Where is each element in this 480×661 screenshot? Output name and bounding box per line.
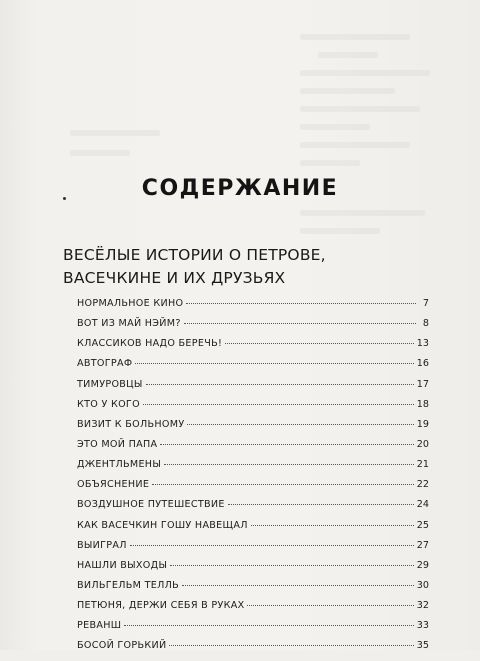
- toc-entry-page: 17: [416, 378, 429, 390]
- toc-entry-page: 33: [416, 620, 429, 632]
- toc-entry[interactable]: [77, 338, 429, 358]
- dot-leader: [228, 504, 414, 505]
- toc-entry-title: НОРМАЛЬНОЕ КИНО: [77, 298, 184, 309]
- toc-entry[interactable]: [77, 600, 429, 620]
- bleed-through-line: [300, 228, 380, 234]
- toc-entry-page: 32: [416, 600, 429, 612]
- bleed-through-line: [300, 88, 395, 94]
- toc-entry-page: 22: [416, 479, 429, 491]
- dot-leader: [164, 464, 414, 465]
- dot-leader: [124, 625, 414, 626]
- toc-entry-page: 13: [416, 338, 429, 350]
- toc-entry-title: ПЕТЮНЯ, ДЕРЖИ СЕБЯ В РУКАХ: [77, 600, 245, 612]
- dot-leader: [135, 363, 413, 364]
- bleed-through-line: [300, 160, 360, 166]
- toc-entry-title: ВЫИГРАЛ: [77, 539, 127, 551]
- bleed-through-line: [300, 70, 430, 76]
- dot-leader: [170, 565, 414, 566]
- toc-entry-page: 25: [416, 519, 429, 531]
- dot-leader: [143, 404, 414, 405]
- dot-leader: [160, 444, 413, 445]
- toc-entry-title: ВОЗДУШНОЕ ПУТЕШЕСТВИЕ: [77, 499, 225, 511]
- bleed-through-line: [318, 52, 378, 58]
- bleed-through-line: [300, 142, 410, 148]
- dot-leader: [186, 303, 416, 304]
- dot-leader: [225, 343, 414, 344]
- dot-leader: [184, 323, 416, 324]
- toc-entry[interactable]: [77, 318, 429, 338]
- bleed-through-line: [300, 210, 425, 216]
- toc-entry[interactable]: [77, 640, 429, 660]
- toc-entry-title: ЭТО МОЙ ПАПА: [77, 438, 158, 450]
- toc-entry-title: КЛАССИКОВ НАДО БЕРЕЧЬ!: [77, 338, 223, 350]
- toc-entry-title: ВИЛЬГЕЛЬМ ТЕЛЛЬ: [77, 579, 180, 591]
- dot-leader: [182, 585, 414, 586]
- dot-leader: [169, 645, 413, 646]
- toc-entry[interactable]: [77, 298, 429, 318]
- toc-entry-page: 29: [416, 559, 429, 571]
- bleed-through-line: [70, 130, 160, 136]
- toc-entry-title: КТО У КОГО: [77, 398, 140, 410]
- toc-entry[interactable]: [77, 379, 429, 399]
- toc-entry-title: ВОТ ИЗ МАЙ НЭЙМ?: [77, 318, 181, 330]
- dot-leader: [251, 525, 414, 526]
- toc-entry-page: 27: [416, 539, 429, 551]
- toc-entry-title: КАК ВАСЕЧКИН ГОШУ НАВЕЩАЛ: [77, 519, 248, 531]
- toc-entry-page: 30: [416, 579, 429, 591]
- toc-entry-page: 18: [416, 398, 429, 410]
- toc-entry-title: ТИМУРОВЦЫ: [77, 378, 143, 390]
- toc-entry-title: НАШЛИ ВЫХОДЫ: [77, 559, 168, 571]
- toc-entry-page: 21: [416, 459, 429, 471]
- toc-entry-title: ВИЗИТ К БОЛЬНОМУ: [77, 418, 185, 430]
- dot-leader: [130, 545, 414, 546]
- dot-leader: [187, 424, 413, 425]
- toc-entry[interactable]: [77, 620, 429, 640]
- toc-entry-page: 7: [422, 298, 429, 309]
- section-title-line-2: ВАСЕЧКИНЕ И ИХ ДРУЗЬЯХ: [63, 269, 286, 287]
- toc-entry[interactable]: [77, 358, 429, 378]
- section-title-line-1: ВЕСЁЛЫЕ ИСТОРИИ О ПЕТРОВЕ,: [63, 246, 326, 264]
- toc-entry-page: 24: [416, 499, 429, 511]
- toc-entry-page: 16: [416, 358, 429, 370]
- toc-entry-title: ДЖЕНТЛЬМЕНЫ: [77, 459, 162, 471]
- page-title: СОДЕРЖАНИЕ: [141, 176, 339, 201]
- toc-entry-page: 35: [416, 640, 429, 652]
- toc-entry[interactable]: [77, 540, 429, 560]
- toc-entry[interactable]: [77, 439, 429, 459]
- toc-entry[interactable]: [77, 459, 429, 479]
- toc-entry-title: ОБЪЯСНЕНИЕ: [77, 479, 150, 491]
- bleed-through-line: [300, 106, 420, 112]
- bleed-through-line: [300, 34, 410, 40]
- dot-leader: [247, 605, 413, 606]
- dot-leader: [152, 484, 414, 485]
- toc-entry-page: 19: [416, 418, 429, 430]
- toc-entry[interactable]: [77, 399, 429, 419]
- dot-leader: [146, 384, 414, 385]
- toc-entry[interactable]: [77, 520, 429, 540]
- table-of-contents: [77, 298, 429, 661]
- toc-entry[interactable]: [77, 580, 429, 600]
- toc-entry[interactable]: [77, 419, 429, 439]
- toc-entry[interactable]: [77, 499, 429, 519]
- section-title: [63, 244, 423, 290]
- toc-entry[interactable]: [77, 479, 429, 499]
- bleed-through-line: [300, 124, 370, 130]
- toc-entry-title: БОСОЙ ГОРЬКИЙ: [77, 640, 167, 652]
- bleed-through-line: [70, 150, 130, 156]
- toc-entry-title: РЕВАНШ: [77, 620, 122, 632]
- toc-entry-page: 20: [416, 438, 429, 450]
- toc-entry-page: 8: [422, 318, 429, 330]
- toc-entry[interactable]: [77, 560, 429, 580]
- toc-entry-title: АВТОГРАФ: [77, 358, 133, 370]
